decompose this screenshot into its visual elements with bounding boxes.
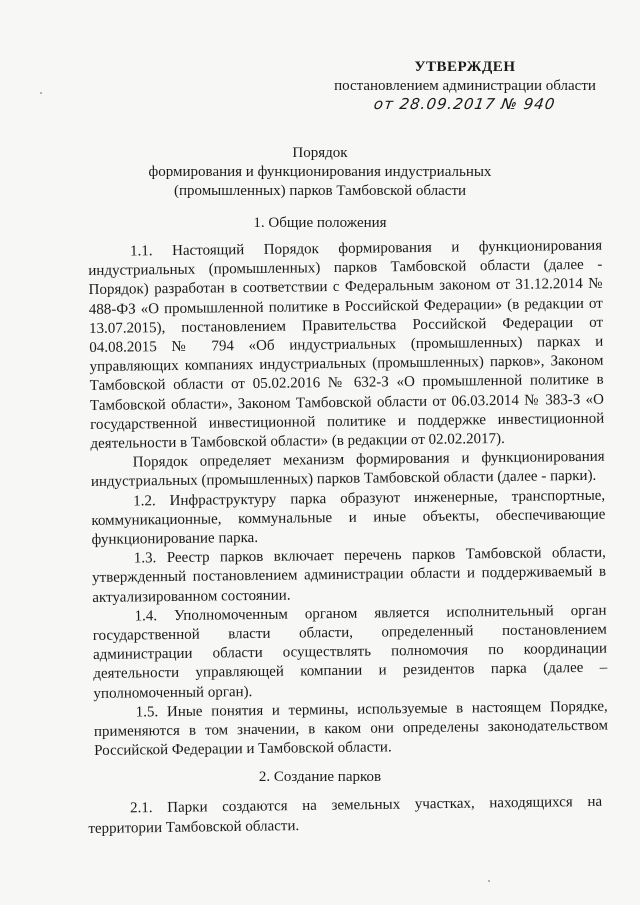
scan-speck [40,92,42,94]
paragraph: 1.2. Инфраструктуру парка образуют инженерные, транспортные, коммуникационные, коммунальные и иные объекты, обеспечивающие функционирование парка. [91,487,606,549]
approval-block [330,58,600,115]
paragraph: 1.5. Иные понятия и термины, используемые в настоящем Порядке, применяются в том значении, в каком они определены законодательством Российской Федерации и Тамбовской области. [93,698,609,760]
title-line-3: (промышленных) парков Тамбовской области [173,183,467,199]
paragraph: 1.4. Уполномоченным органом является исполнительный орган государственной власти области, определенный постановлением администрации области осуществлять полномочия по координации деятельности управляющей компании и резидентов парка (далее – уполномоченный орган). [92,602,608,702]
title-line-1: Порядок [292,145,348,161]
section-1-heading: 1. Общие положения [253,215,387,231]
paragraph: 2.1. Парки создаются на земельных участках, находящихся на территории Тамбовской области. [88,793,603,837]
approval-authority: постановлением администрации области [334,78,596,94]
handwritten-date-number: от 28.09.2017 № 940 [373,95,557,113]
paragraph: 1.3. Реестр парков включает перечень парков Тамбовской области, утвержденный постановлением администрации области и поддерживаемый в актуализированном состоянии. [92,544,607,606]
scan-speck [488,880,490,882]
section-2-heading: 2. Создание парков [258,769,382,785]
paragraph: Порядок определяет механизм формирования и функционирования индустриальных (промышленных) парков Тамбовской области (далее - парки). [90,448,605,491]
title-line-2: формирования и функционирования индустриальных [148,164,492,180]
section-1-body [88,237,608,762]
paragraph: 1.1. Настоящий Порядок формирования и функционирования индустриальных (промышленных) парков Тамбовской области (далее - Порядок) разработан в соответствии с Федеральным законом от 31.12.2014 № 488-ФЗ «О промышленной политике в Российской Федерации» (в редакции от 13.07.2015), постановлением Правительства Российской Федерации от 04.08.2015 № 794 «Об индустриальных (промышленных) парках и управляющих компаниях индустриальных (промышленных) парков», Законом Тамбовской области от 05.02.2016 № 632-З «О промышленной политике в Тамбовской области», Законом Тамбовской области от 06.03.2014 № 383-З «О государственной инвестиционной политике и поддержке инвестиционной деятельности в Тамбовской области» (в редакции от 02.02.2017). [88,237,605,453]
section-2-body [88,793,602,839]
document-title [100,144,540,201]
approval-stamp-title: УТВЕРЖДЕН [414,59,516,75]
